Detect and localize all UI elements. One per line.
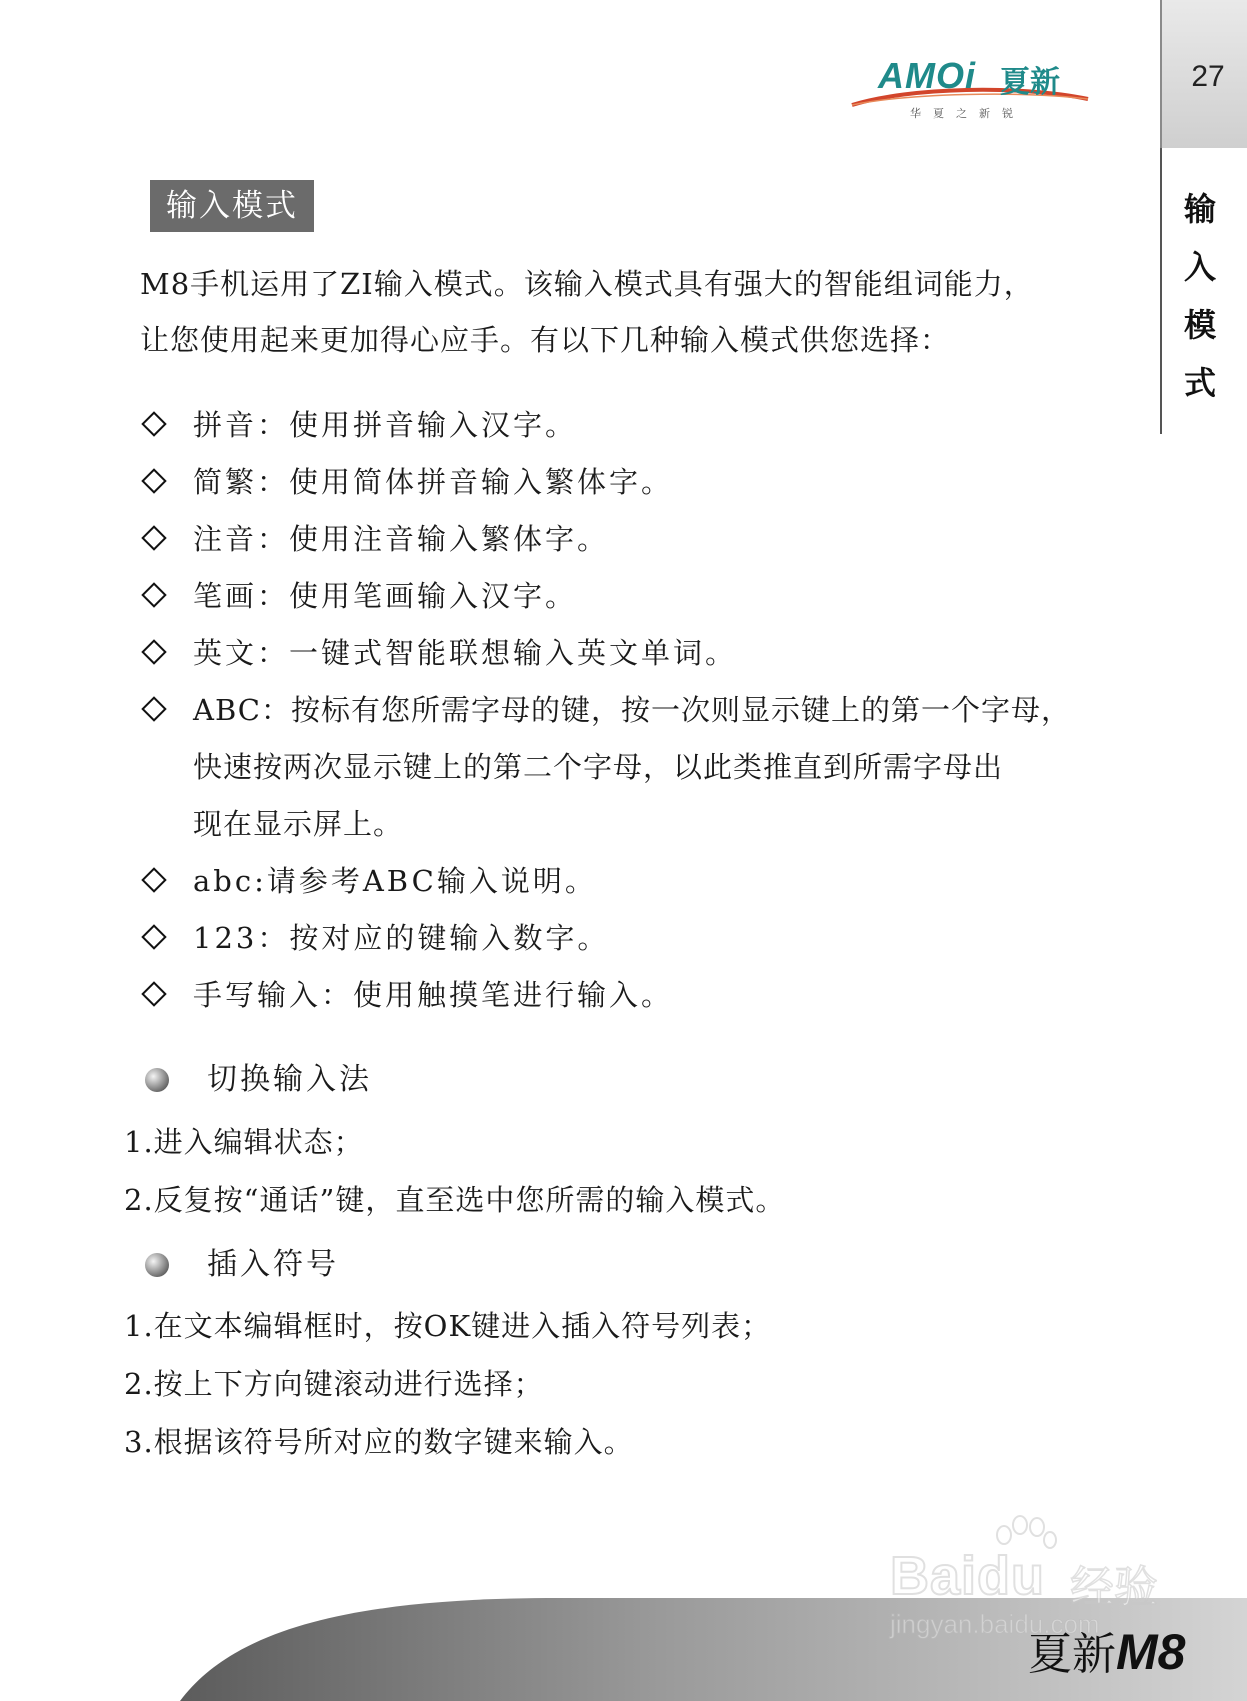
side-char: 输 bbox=[1183, 190, 1216, 228]
footer-model: M8 bbox=[1116, 1624, 1186, 1680]
side-char: 入 bbox=[1183, 248, 1216, 286]
step-item: 2.按上下方向键滚动进行选择； bbox=[124, 1367, 544, 1401]
diamond-bullet-icon bbox=[141, 639, 166, 664]
sphere-bullet-icon bbox=[145, 1253, 169, 1277]
logo-brand-cn: 夏新 bbox=[1000, 65, 1060, 100]
step-item: 3.根据该符号所对应的数字键来输入。 bbox=[124, 1425, 634, 1459]
sphere-bullet-icon bbox=[145, 1068, 169, 1092]
list-item-text: 笔画：使用笔画输入汉字。 bbox=[193, 579, 578, 613]
footer-brand-cn: 夏新 bbox=[1028, 1629, 1116, 1680]
watermark-cn: 经验 bbox=[1070, 1562, 1158, 1613]
diamond-bullet-icon bbox=[141, 525, 166, 550]
side-char: 式 bbox=[1183, 364, 1216, 402]
list-item-text: 简繁：使用简体拼音输入繁体字。 bbox=[193, 465, 674, 499]
amoi-logo bbox=[850, 55, 1090, 125]
intro-line: 让您使用起来更加得心应手。有以下几种输入模式供您选择： bbox=[140, 323, 951, 357]
section-title: 输入模式 bbox=[150, 180, 314, 232]
list-item-text: 快速按两次显示键上的第二个字母，以此类推直到所需字母出 bbox=[193, 750, 1004, 784]
side-char: 模 bbox=[1183, 306, 1216, 344]
diamond-bullet-icon bbox=[141, 468, 166, 493]
list-item-text: ABC：按标有您所需字母的键，按一次则显示键上的第一个字母， bbox=[193, 693, 1071, 727]
intro-line: M8手机运用了ZI输入模式。该输入模式具有强大的智能组词能力， bbox=[140, 267, 1034, 301]
list-item-text: abc:请参考ABC输入说明。 bbox=[193, 864, 597, 898]
logo-brand: AMOi bbox=[878, 55, 976, 96]
page-number: 27 bbox=[1191, 60, 1225, 93]
list-item-text: 拼音：使用拼音输入汉字。 bbox=[193, 408, 578, 442]
baidu-watermark bbox=[880, 1515, 1180, 1639]
list-item-text: 英文：一键式智能联想输入英文单词。 bbox=[193, 636, 738, 670]
logo-slogan: 华夏之新锐 bbox=[910, 107, 1025, 120]
step-item: 1.进入编辑状态； bbox=[124, 1125, 364, 1159]
side-chapter-title bbox=[1182, 180, 1218, 412]
diamond-bullet-icon bbox=[141, 411, 166, 436]
subsection-title: 插入符号 bbox=[207, 1247, 339, 1282]
diamond-bullet-icon bbox=[141, 924, 166, 949]
diamond-bullet-icon bbox=[141, 867, 166, 892]
subsection-title: 切换输入法 bbox=[207, 1062, 372, 1097]
step-item: 2.反复按“通话”键，直至选中您所需的输入模式。 bbox=[124, 1183, 786, 1217]
diamond-bullet-icon bbox=[141, 981, 166, 1006]
watermark-text: Baidu bbox=[890, 1546, 1046, 1606]
list-item-text: 手写输入：使用触摸笔进行输入。 bbox=[193, 978, 674, 1012]
tab-divider bbox=[1160, 148, 1162, 434]
list-item-text: 现在显示屏上。 bbox=[193, 807, 404, 841]
list-item-text: 注音：使用注音输入繁体字。 bbox=[193, 522, 610, 556]
list-item-text: 123：按对应的键输入数字。 bbox=[193, 921, 610, 955]
diamond-bullet-icon bbox=[141, 582, 166, 607]
diamond-bullet-icon bbox=[141, 696, 166, 721]
step-item: 1.在文本编辑框时，按OK键进入插入符号列表； bbox=[124, 1309, 772, 1343]
footer-brand bbox=[1028, 1618, 1185, 1682]
watermark-url: jingyan.baidu.com bbox=[890, 1609, 1100, 1639]
